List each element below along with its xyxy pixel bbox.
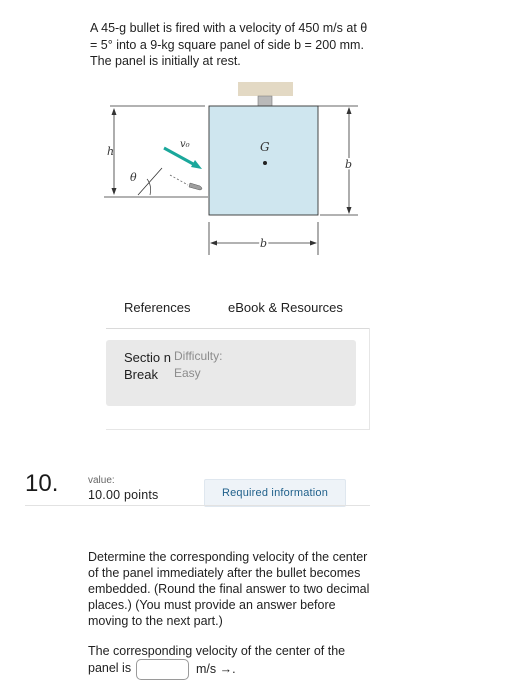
question-number: 10. bbox=[25, 470, 59, 497]
b-bottom-arrow-right bbox=[310, 241, 317, 246]
answer-prefix: The corresponding velocity of the center of the panel is bbox=[88, 644, 346, 675]
bullet-path bbox=[170, 175, 188, 185]
b-right-arrow-bottom bbox=[347, 207, 352, 214]
b-bottom-label: b bbox=[260, 237, 268, 250]
value-label: value: bbox=[88, 475, 115, 486]
support-block bbox=[238, 82, 293, 96]
tab-references[interactable]: References bbox=[124, 300, 191, 315]
velocity-arrow-shaft bbox=[164, 148, 195, 165]
difficulty-label: Difficulty: bbox=[174, 349, 223, 363]
v0-label: v₀ bbox=[180, 139, 190, 150]
h-arrow-top bbox=[112, 108, 117, 115]
theta-label: θ bbox=[130, 171, 137, 184]
velocity-answer-input[interactable] bbox=[136, 659, 189, 680]
angle-line bbox=[138, 168, 162, 195]
velocity-arrowhead bbox=[191, 160, 202, 169]
h-label: h bbox=[107, 145, 115, 158]
square-panel bbox=[209, 106, 318, 215]
tab-ebook-resources[interactable]: eBook & Resources bbox=[228, 300, 343, 315]
bullet-icon bbox=[189, 183, 202, 190]
problem-panel bbox=[0, 0, 376, 462]
center-of-mass-dot bbox=[263, 161, 267, 165]
difficulty-value: Easy bbox=[174, 366, 201, 380]
b-bottom-arrow-left bbox=[210, 241, 217, 246]
h-arrow-bottom bbox=[112, 188, 117, 195]
required-information-badge[interactable]: Required information bbox=[204, 479, 346, 507]
problem-figure bbox=[90, 75, 375, 260]
tabs-right-border bbox=[369, 328, 370, 430]
g-label: G bbox=[260, 140, 270, 154]
points-value: 10.00 points bbox=[88, 488, 159, 502]
b-right-arrow-top bbox=[347, 107, 352, 114]
tabs-divider bbox=[106, 328, 370, 329]
question-prompt: Determine the corresponding velocity of the center of the panel immediately after the bullet becomes embedded. (Round the final answer to two decimal places.) (You must provide an answer before moving to the next part.) bbox=[88, 550, 370, 628]
tabs-bottom-border bbox=[106, 429, 370, 430]
section-info-box bbox=[106, 340, 356, 406]
answer-unit: m/s →. bbox=[196, 662, 236, 676]
b-right-label: b bbox=[345, 158, 353, 171]
question-divider bbox=[25, 505, 370, 506]
section-break-label: Sectio n Break bbox=[124, 350, 171, 382]
problem-statement: A 45-g bullet is fired with a velocity of 450 m/s at θ = 5° into a 9-kg square panel of side b = 200 mm. The panel is initially at rest. bbox=[90, 21, 368, 68]
